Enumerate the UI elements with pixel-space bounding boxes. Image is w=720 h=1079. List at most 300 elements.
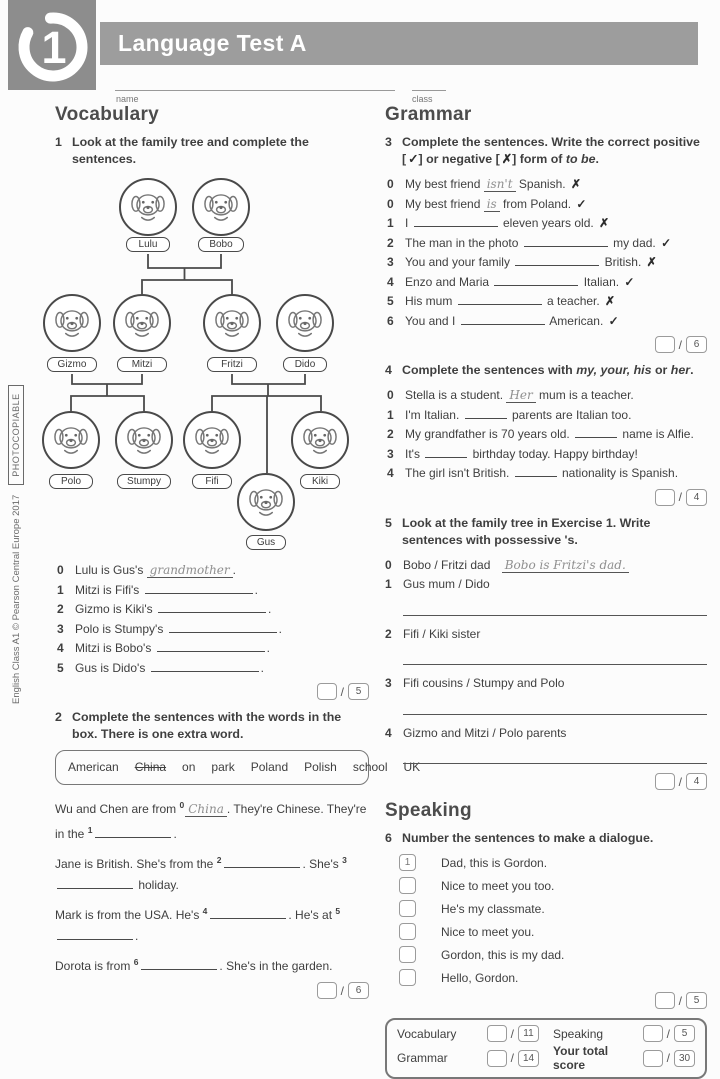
word-option: Polish (304, 760, 337, 774)
tree-portrait-mitzi (113, 294, 171, 352)
text-run: Jane is British. She's from the (55, 857, 217, 871)
exercise5-score (385, 773, 707, 790)
check-icon: ✓ (408, 152, 419, 166)
cross-icon: ✗ (605, 294, 616, 308)
total-score-widget (487, 1050, 539, 1067)
dialogue-text: He's my classmate. (441, 901, 545, 916)
text-run: The girl isn't British. (405, 466, 513, 480)
total-cell (553, 1025, 695, 1042)
exercise4-items (387, 386, 707, 484)
check-icon: ✓ (661, 235, 672, 250)
tree-portrait-kiki (291, 411, 349, 469)
score-input-box (487, 1050, 507, 1067)
total-score-widget (487, 1025, 539, 1042)
score-input-box (487, 1025, 507, 1042)
score-max-box: 5 (686, 992, 707, 1009)
item-text (75, 600, 369, 620)
text-run: . They're Chinese. They're in the (55, 802, 367, 841)
exercise4-score (385, 489, 707, 506)
item-number: 3 (387, 446, 394, 461)
score-input-box (655, 992, 675, 1009)
sentence-item (387, 214, 707, 234)
dog-face-icon (121, 302, 163, 344)
item-text (405, 425, 707, 445)
order-checkbox (399, 877, 416, 894)
gap-number: 5 (335, 906, 341, 916)
tree-portrait-polo (42, 411, 100, 469)
text-run: I (405, 216, 412, 230)
answer-blank (141, 958, 217, 970)
text-run: I'm Italian. (405, 407, 463, 422)
item-text (405, 464, 707, 484)
text-run: eleven years old. (499, 216, 598, 230)
item-text (405, 406, 707, 426)
text-run: parents are Italian too. (508, 407, 632, 422)
gap-number: 2 (216, 855, 222, 865)
text-run: Wu and Chen are from (55, 802, 180, 816)
item-number: 0 (385, 557, 392, 572)
text-run: . (254, 582, 258, 597)
prompt-text: Fifi cousins / Stumpy and Polo (403, 676, 565, 690)
grammar-column (385, 104, 707, 1079)
exercise-instruction: Number the sentences to make a dialogue. (402, 831, 654, 845)
answer-blank (169, 621, 277, 633)
possessive-item (385, 575, 707, 616)
text-run: My grandfather is 70 years old. (405, 427, 574, 441)
sentence-item (57, 600, 369, 620)
score-max-box: 5 (674, 1025, 695, 1042)
possessive-item (385, 674, 707, 715)
check-icon: ✓ (576, 196, 587, 211)
tree-portrait-gus (237, 473, 295, 531)
total-score-widget (643, 1025, 695, 1042)
dialogue-text: Dad, this is Gordon. (441, 855, 548, 870)
dog-face-icon (123, 419, 165, 461)
tree-label-polo: Polo (49, 474, 93, 489)
gap-fill-paragraph (55, 795, 369, 845)
score-slash: / (678, 337, 682, 352)
item-number: 0 (387, 388, 394, 402)
score-slash: / (678, 993, 682, 1008)
dog-face-icon (127, 186, 169, 228)
dialogue-line (399, 900, 707, 917)
text-run: from Poland. (499, 196, 575, 211)
answer-blank (151, 660, 259, 672)
handwritten-answer: Bobo is Fritzi's dad. (502, 558, 629, 573)
gap-fill-paragraph (55, 901, 369, 947)
item-text (405, 195, 707, 215)
score-input-box (655, 489, 675, 506)
prompt-text: Fifi / Kiki sister (403, 626, 481, 641)
check-icon: ✓ (608, 313, 619, 328)
text-run: Enzo and Maria (405, 274, 493, 289)
sentence-item (387, 406, 707, 426)
text-run: ] form of (512, 152, 566, 166)
cross-icon: ✗ (646, 255, 657, 269)
text-run: birthday today. Happy birthday! (469, 446, 638, 461)
prompt-row (385, 674, 707, 694)
answer-blank (461, 313, 545, 325)
italic-text: my, your, his (576, 363, 652, 377)
item-number: 0 (57, 563, 64, 577)
answer-blank (158, 601, 266, 613)
total-label: Vocabulary (397, 1026, 457, 1041)
total-label: Speaking (553, 1026, 604, 1041)
tree-portrait-lulu (119, 178, 177, 236)
text-run: Gus is Dido's (75, 660, 149, 675)
dog-face-icon (245, 481, 287, 523)
item-text (405, 214, 707, 234)
text-run: British. (601, 255, 645, 269)
text-run: American. (546, 313, 607, 328)
answer-blank (145, 582, 253, 594)
tree-label-gizmo: Gizmo (47, 357, 97, 372)
item-number: 1 (387, 216, 394, 230)
exercise-instruction: Look at the family tree in Exercise 1. Write sentences with possessive 's. (402, 515, 651, 547)
item-number: 6 (387, 313, 394, 328)
sentence-item (57, 659, 369, 679)
sentence-item (387, 292, 707, 312)
text-run: The man in the photo (405, 235, 522, 250)
text-run: . (232, 563, 236, 577)
total-cell (397, 1044, 539, 1072)
sentence-item (387, 234, 707, 254)
tree-portrait-fritzi (203, 294, 261, 352)
text-run: Mitzi is Fifi's (75, 582, 143, 597)
answer-blank (57, 877, 133, 889)
exercise-number: 6 (385, 831, 392, 845)
gap-fill-paragraph (55, 952, 369, 977)
prompt-text: Bobo / Fritzi dad (403, 557, 491, 572)
text-run: Dorota is from (55, 959, 134, 973)
text-run: . (690, 363, 694, 377)
text-run: Mitzi is Bobo's (75, 641, 155, 655)
handwritten-answer: is (484, 197, 500, 212)
exercise1-head (55, 134, 369, 168)
check-icon: ✓ (624, 274, 635, 289)
tree-label-dido: Dido (283, 357, 327, 372)
exercise-instruction (402, 134, 707, 168)
text-run: a teacher. (543, 294, 604, 308)
dog-face-icon (50, 419, 92, 461)
exercise3-items (387, 175, 707, 331)
item-number: 3 (57, 621, 64, 636)
answer-blank (494, 274, 578, 286)
dog-face-icon (284, 302, 326, 344)
exercise-instruction (402, 362, 694, 379)
total-cell (397, 1025, 539, 1042)
answer-blank (425, 446, 467, 458)
item-number: 2 (385, 626, 392, 641)
text-run: . She's in the garden. (219, 959, 333, 973)
dialogue-line (399, 877, 707, 894)
gap-number: 1 (87, 825, 93, 835)
tree-portrait-gizmo (43, 294, 101, 352)
item-text (75, 639, 369, 659)
sentence-item (57, 561, 369, 581)
dialogue-line (399, 969, 707, 986)
total-score-box (385, 1018, 707, 1079)
answer-blank (210, 907, 286, 919)
text-run: . (173, 827, 177, 841)
item-number: 2 (387, 235, 394, 250)
item-text (405, 386, 707, 406)
exercise1-items (57, 561, 369, 678)
item-number: 3 (385, 676, 392, 690)
word-box (55, 750, 421, 785)
item-text (75, 659, 369, 679)
item-number: 1 (57, 582, 64, 597)
exercise4-head (385, 362, 707, 379)
sentence-item (387, 464, 707, 484)
copyright-text: English Class A1 © Pearson Central Europe 2017 (10, 494, 22, 704)
item-number: 1 (385, 577, 392, 591)
score-max-box: 4 (686, 489, 707, 506)
vocabulary-heading: Vocabulary (55, 104, 160, 125)
order-checkbox (399, 946, 416, 963)
exercise2-head (55, 709, 369, 743)
item-number: 4 (385, 725, 392, 740)
tree-portrait-bobo (192, 178, 250, 236)
grammar-heading: Grammar (385, 104, 472, 125)
sentence-item (387, 312, 707, 332)
answer-write-line (403, 600, 707, 616)
gap-number: 4 (202, 906, 208, 916)
dog-face-icon (200, 186, 242, 228)
exercise-instruction: Look at the family tree and complete the sentences. (72, 135, 309, 166)
exercise5-example (385, 556, 707, 576)
score-input-box (317, 982, 337, 999)
class-input-line (412, 90, 446, 91)
dialogue-text: Gordon, this is my dad. (441, 947, 565, 962)
answer-blank (524, 235, 608, 247)
prompt-row (385, 575, 707, 595)
item-text (403, 556, 707, 576)
item-number: 3 (387, 255, 394, 269)
text-run: nationality is Spanish. (558, 466, 679, 480)
exercise2-score (55, 982, 369, 999)
item-text (405, 253, 707, 273)
name-input-line (115, 90, 395, 91)
tree-label-mitzi: Mitzi (117, 357, 167, 372)
exercise6-head (385, 830, 707, 847)
item-text (75, 581, 369, 601)
answer-blank (515, 254, 599, 266)
prompt-row (385, 625, 707, 645)
dog-face-icon (51, 302, 93, 344)
total-label: Grammar (397, 1051, 448, 1065)
prompt-text: Gus mum / Dido (403, 577, 490, 591)
dialogue-text: Hello, Gordon. (441, 970, 519, 985)
exercise-instruction: Complete the sentences with the words in the box. There is one extra word. (72, 710, 342, 741)
answer-blank (414, 215, 498, 227)
text-run: Lulu is Gus's (75, 563, 147, 577)
score-input-box (655, 336, 675, 353)
tree-label-kiki: Kiki (300, 474, 340, 489)
text-run: You and I (405, 313, 459, 328)
cross-icon: ✗ (570, 177, 581, 191)
dialogue-line (399, 946, 707, 963)
exercise-number: 3 (385, 135, 392, 149)
score-slash: / (666, 1051, 670, 1065)
item-number: 0 (387, 177, 394, 191)
answer-blank (515, 465, 557, 477)
item-number: 4 (57, 641, 64, 655)
tree-label-lulu: Lulu (126, 237, 170, 252)
tree-portrait-dido (276, 294, 334, 352)
text-run: . (266, 641, 270, 655)
item-text (405, 445, 707, 465)
score-max-box: 6 (348, 982, 369, 999)
dialogue-text: Nice to meet you. (441, 924, 535, 939)
exercise5-items (385, 575, 707, 764)
text-run: . (135, 929, 139, 943)
score-max-box: 14 (518, 1050, 539, 1067)
score-input-box (655, 773, 675, 790)
tree-label-fritzi: Fritzi (207, 357, 257, 372)
item-text (75, 620, 369, 640)
word-option: on (182, 760, 196, 774)
answer-blank (57, 928, 133, 940)
score-slash: / (340, 983, 344, 998)
exercise3-head (385, 134, 707, 168)
text-run: Spanish. (515, 177, 569, 191)
text-run: . (278, 621, 283, 636)
word-option: Poland (250, 760, 289, 774)
text-run: . He's at (288, 908, 336, 922)
gap-number: 0 (179, 800, 185, 810)
italic-text: her (670, 363, 691, 377)
text-run: . (595, 152, 599, 166)
dialogue-items (385, 854, 707, 986)
sentence-item (387, 273, 707, 293)
exercise2-paragraphs (55, 795, 369, 977)
exercise-number: 1 (55, 135, 62, 149)
text-run: . (260, 660, 264, 675)
tree-portrait-fifi (183, 411, 241, 469)
item-text (405, 292, 707, 312)
word-option: UK (403, 760, 421, 774)
family-tree-diagram (40, 175, 370, 557)
prompt-row (385, 724, 707, 744)
item-text (75, 561, 369, 581)
text-run: holiday. (135, 878, 179, 892)
answer-write-line (403, 748, 707, 764)
item-number: 0 (387, 196, 394, 211)
order-checkbox (399, 923, 416, 940)
dialogue-line (399, 854, 707, 871)
score-slash: / (666, 1026, 670, 1041)
answer-blank (157, 640, 265, 652)
prompt-text: Gizmo and Mitzi / Polo parents (403, 725, 567, 740)
text-run: my dad. (609, 235, 660, 250)
total-label: Your total score (553, 1044, 609, 1072)
unit-ring-icon (8, 0, 96, 90)
score-max-box: 5 (348, 683, 369, 700)
answer-blank (575, 426, 617, 438)
class-label: class (412, 94, 433, 104)
tree-portrait-stumpy (115, 411, 173, 469)
text-run: Italian. (580, 274, 623, 289)
unit-number: 1 (41, 22, 67, 73)
exercise-number: 5 (385, 515, 392, 530)
order-checkbox (399, 900, 416, 917)
sentence-item (57, 620, 369, 640)
text-run: His mum (405, 294, 456, 308)
text-run: . (267, 602, 272, 616)
unit-emblem (8, 0, 96, 90)
italic-text: to be (565, 152, 596, 166)
handwritten-answer: isn't (484, 177, 516, 192)
tree-label-gus: Gus (246, 535, 286, 550)
text-run: Complete the sentences with (402, 363, 577, 377)
answer-blank (95, 826, 171, 838)
cross-icon: ✗ (599, 216, 610, 230)
dog-face-icon (299, 419, 341, 461)
score-slash: / (510, 1026, 514, 1041)
sentence-item (387, 253, 707, 273)
gap-number: 3 (342, 855, 347, 865)
score-max-box: 30 (674, 1050, 695, 1067)
text-run: Complete the sentences. Write the correct positive [ (402, 135, 700, 166)
tree-label-stumpy: Stumpy (117, 474, 171, 489)
answer-blank (465, 407, 507, 419)
answer-blank (458, 293, 542, 305)
order-checkbox: 1 (399, 854, 416, 871)
score-slash: / (510, 1051, 514, 1065)
speaking-heading: Speaking (385, 800, 472, 821)
answer-write-line (403, 649, 707, 665)
text-run: It's (405, 446, 424, 461)
score-max-box: 6 (686, 336, 707, 353)
sentence-item (387, 195, 707, 215)
item-number: 4 (387, 466, 394, 480)
possessive-item (385, 724, 707, 765)
dog-face-icon (211, 302, 253, 344)
score-slash: / (678, 774, 682, 789)
sentence-item (57, 581, 369, 601)
order-checkbox (399, 969, 416, 986)
sentence-item (387, 445, 707, 465)
handwritten-answer: grandmother (147, 563, 233, 578)
exercise3-score (385, 336, 707, 353)
item-number: 4 (387, 274, 394, 289)
tree-label-bobo: Bobo (198, 237, 244, 252)
handwritten-answer: China (185, 802, 227, 817)
score-max-box: 4 (686, 773, 707, 790)
exercise1-score (55, 683, 369, 700)
score-max-box: 11 (518, 1025, 539, 1042)
text-run: or (651, 363, 671, 377)
text-run: Gizmo is Kiki's (75, 602, 156, 616)
text-run: Stella is a student. (405, 388, 507, 402)
text-run: Mark is from the USA. He's (55, 908, 203, 922)
item-number: 5 (387, 294, 394, 308)
score-input-box (643, 1050, 663, 1067)
word-option: American (68, 760, 119, 774)
score-input-box (317, 683, 337, 700)
sentence-item (57, 639, 369, 659)
sidebar-imprint (8, 385, 24, 704)
answer-blank (224, 856, 300, 868)
exercise6-score (385, 992, 707, 1009)
word-option: park (211, 760, 235, 774)
score-input-box (643, 1025, 663, 1042)
text-run: Polo is Stumpy's (75, 621, 167, 636)
text-run: My best friend (405, 177, 484, 191)
cross-icon: ✗ (501, 152, 513, 166)
sentence-item (387, 175, 707, 195)
